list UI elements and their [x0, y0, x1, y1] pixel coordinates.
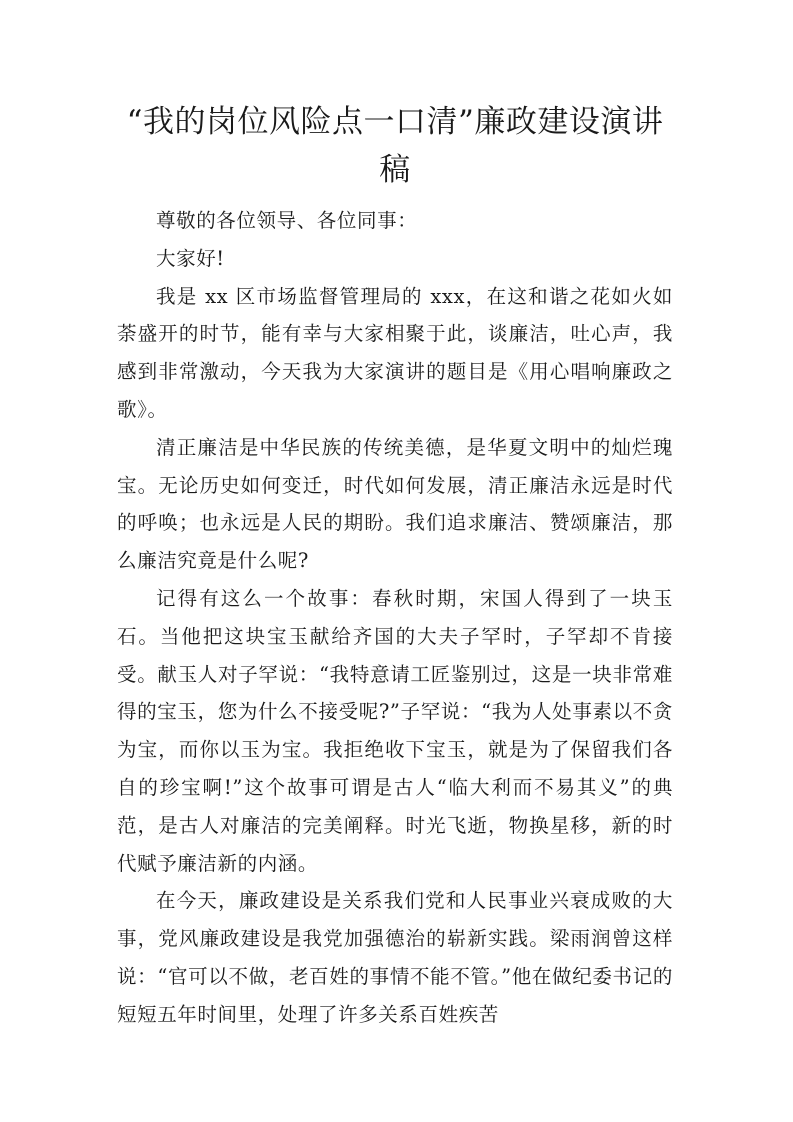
story-paragraph: 记得有这么一个故事：春秋时期，宋国人得到了一块玉石。当他把这块宝玉献给齐国的大夫子罕时，子罕却不肯接受。献玉人对子罕说：“我特意请工匠鉴别过，这是一块非常难得的宝玉，您为什么不接受呢?”子罕说：“我为人处事素以不贪为宝，而你以玉为宝。我拒绝收下宝玉，就是为了保留我们各自的珍宝啊!”这个故事可谓是古人“临大利而不易其义”的典范，是古人对廉洁的完美阐释。时光飞逝，物换星移，新的时代赋予廉洁新的内涵。: [117, 586, 673, 875]
body-paragraph: 在今天，廉政建设是关系我们党和人民事业兴衰成败的大事，党风廉政建设是我党加强德治的崭新实践。梁雨润曾这样说：“官可以不做，老百姓的事情不能不管。”他在做纪委书记的短短五年时间里，处理了许多关系百姓疾苦: [117, 889, 673, 1026]
greeting-paragraph: 大家好!: [156, 246, 225, 270]
body-paragraph: 清正廉洁是中华民族的传统美德，是华夏文明中的灿烂瑰宝。无论历史如何变迁，时代如何发展，清正廉洁永远是时代的呼唤；也永远是人民的期盼。我们追求廉洁、赞颂廉洁，那么廉洁究竟是什么呢?: [117, 435, 673, 573]
intro-paragraph: 我是 xx 区市场监督管理局的 xxx，在这和谐之花如火如荼盛开的时节，能有幸与大家相聚于此，谈廉洁，吐心声，我感到非常激动，今天我为大家演讲的题目是《用心唱响廉政之歌》。: [117, 284, 673, 421]
salutation-paragraph: 尊敬的各位领导、各位同事：: [156, 209, 418, 232]
document-title: “我的岗位风险点一口清”廉政建设演讲稿: [126, 104, 664, 188]
document-page: [117, 98, 673, 1034]
